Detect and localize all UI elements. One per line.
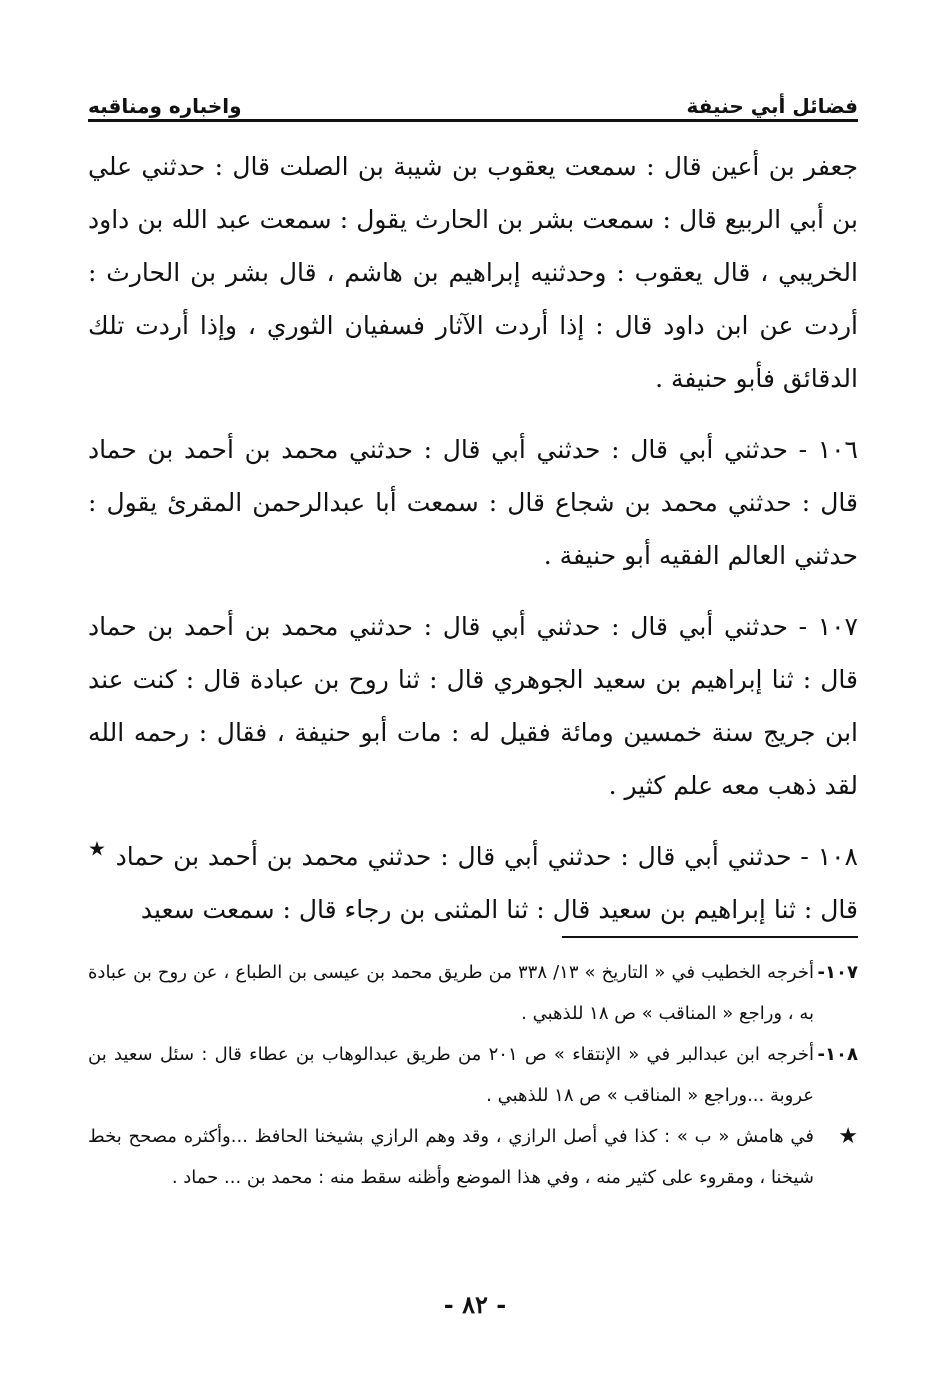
footnote-star-marker: ★ [838, 1124, 858, 1149]
footnotes [88, 952, 858, 1198]
running-head-book-title: فضائل أبي حنيفة [686, 94, 858, 118]
paragraph-106: ١٠٦ - حدثني أبي قال : حدثني أبي قال : حدثني محمد بن أحمد بن حماد قال : حدثني محمد بن شجاع قال : سمعت أبا عبدالرحمن المقرئ يقول : حدثني العالم الفقيه أبو حنيفة . [88, 435, 858, 570]
paragraph-108 [88, 830, 858, 936]
paragraph-107: ١٠٧ - حدثني أبي قال : حدثني أبي قال : حدثني محمد بن أحمد بن حماد قال : ثنا إبراهيم بن سعيد الجوهري قال : ثنا روح بن عبادة قال : كنت عند ابن جريج سنة خمسين ومائة فقيل له : مات أبو حنيفة ، فقال : رحمه الله لقد ذهب معه علم كثير . [88, 612, 858, 800]
header-rule [88, 119, 858, 122]
paragraph-108-part-b: قال : ثنا إبراهيم بن سعيد قال : ثنا المثنى بن رجاء قال : سمعت سعيد [140, 895, 858, 924]
main-text [88, 140, 858, 936]
star-marker: ★ [88, 836, 107, 861]
footnote-star [88, 1116, 858, 1198]
footnote-number: ١٠٧- [817, 962, 858, 983]
footnote-107 [88, 952, 858, 1034]
paragraph-continuation: جعفر بن أعين قال : سمعت يعقوب بن شيبة بن الصلت قال : حدثني علي بن أبي الربيع قال : سمعت بشر بن الحارث يقول : سمعت عبد الله بن داود الخريبي ، قال يعقوب : وحدثنيه إبراهيم بن هاشم ، قال بشر بن الحارث : أردت عن ابن داود قال : إذا أردت الآثار فسفيان الثوري ، وإذا أردت تلك الدقائق فأبو حنيفة . [88, 152, 858, 393]
page-number: - ٨٢ - [443, 1290, 507, 1319]
footnote-text: في هامش « ب » : كذا في أصل الرازي ، وقد وهم الرازي بشيخنا الحافظ ...وأكثره مصحح بخط شيخنا ، ومقروء على كثير منه ، وفي هذا الموضع وأظنه سقط منه : محمد بن ... حماد . [88, 1126, 814, 1188]
footnote-108 [88, 1034, 858, 1116]
paragraph-108-part-a: ١٠٨ - حدثني أبي قال : حدثني أبي قال : حدثني محمد بن أحمد بن حماد [115, 842, 858, 871]
footnote-text: أخرجه الخطيب في « التاريخ » ١٣/ ٣٣٨ من طريق محمد بن عيسى بن الطباع ، عن روح بن عبادة به ، وراجع « المناقب » ص ١٨ للذهبي . [88, 962, 814, 1024]
footnote-number: ١٠٨- [817, 1044, 858, 1065]
footnote-rule [562, 936, 858, 938]
running-head [88, 78, 858, 118]
running-head-subtitle: واخباره ومناقبه [88, 94, 242, 118]
footnote-text: أخرجه ابن عبدالبر في « الإنتقاء » ص ٢٠١ من طريق عبدالوهاب بن عطاء قال : سئل سعيد بن عروبة ...وراجع « المناقب » ص ١٨ للذهبي . [88, 1044, 814, 1106]
